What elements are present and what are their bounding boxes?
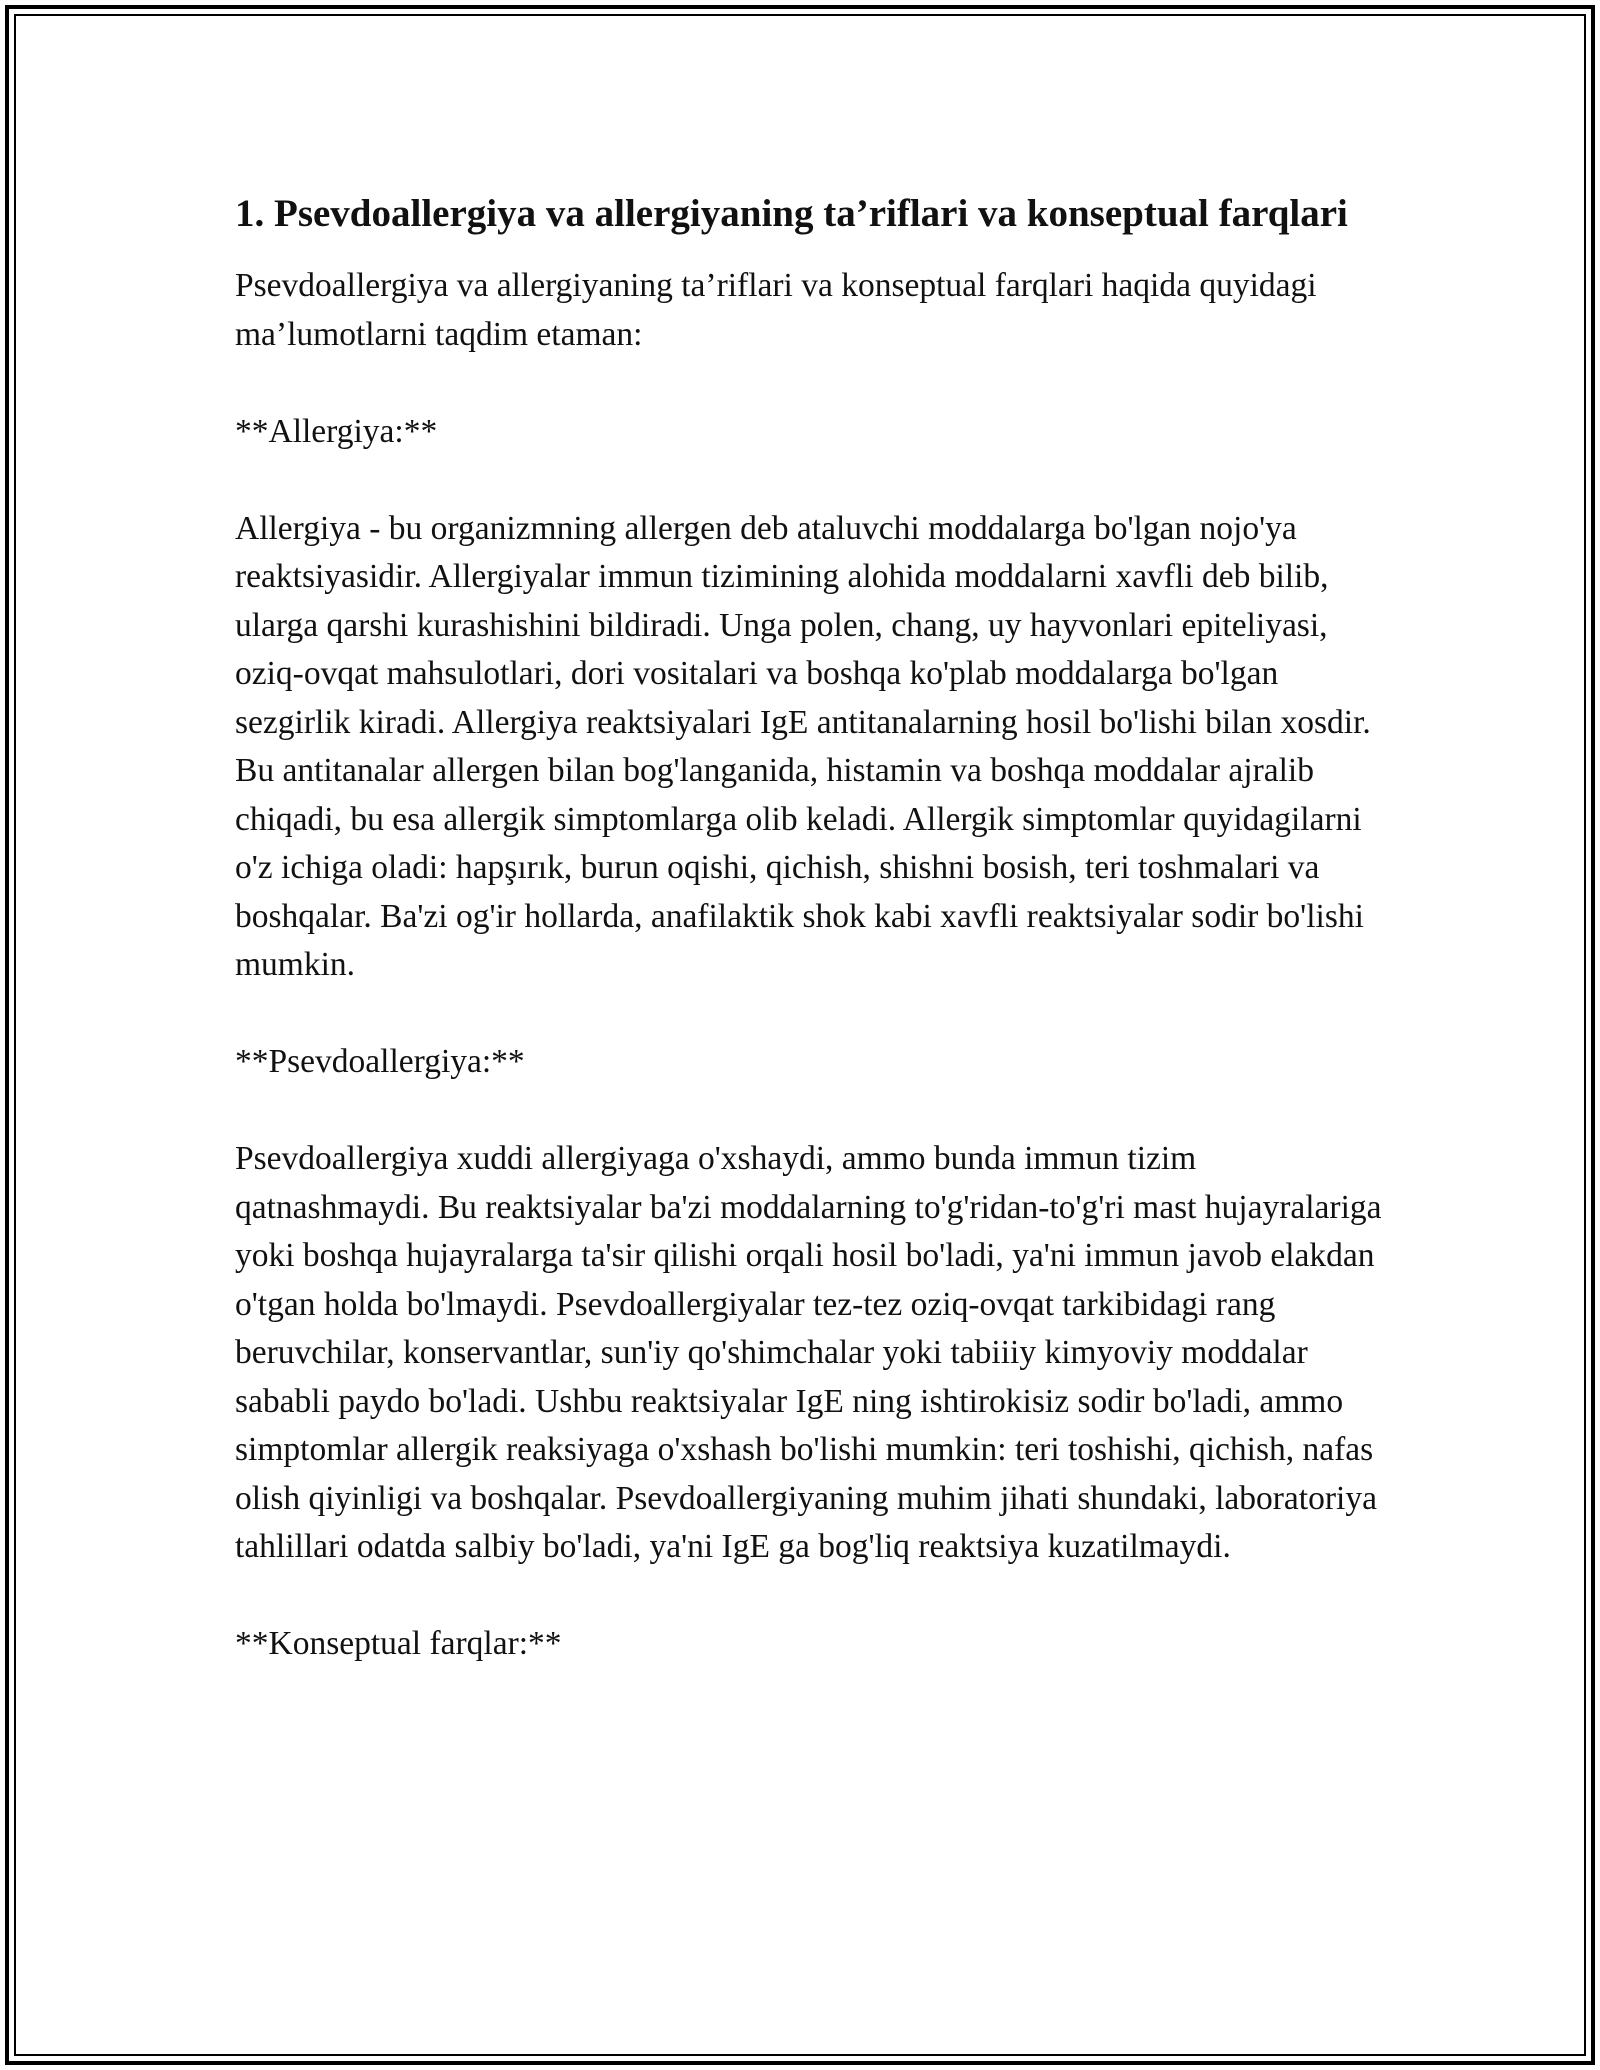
conceptual-differences-label: **Konseptual farqlar:** xyxy=(235,1625,562,1662)
pseudoallergy-section-text: Psevdoallergiya xuddi allergiyaga o'xshaydi, ammo bunda immun tizim qatnashmaydi. Bu reaktsiyalar ba'zi moddalarning to'g'ridan-to'g'ri mast hujayralariga yoki boshqa hujayralarga ta'sir qilishi orqali hosil bo'ladi, ya'ni immun javob elakdan o'tgan holda bo'lmaydi. Psevdoallergiyalar tez-tez oziq-ovqat tarkibidagi rang beruvchilar, konservantlar, sun'iy qo'shimchalar yoki tabiiiy kimyoviy moddalar sababli paydo bo'ladi. Ushbu reaktsiyalar IgE ning ishtirokisiz sodir bo'ladi, ammo simptomlar allergik reaksiyaga o'xshash bo'lishi mumkin: teri toshishi, qichish, nafas olish qiyinligi va boshqalar. Psevdoallergiyaning muhim jihati shundaki, laboratoriya tahlillari odatda salbiy bo'ladi, ya'ni IgE ga bog'liq reaktsiya kuzatilmaydi. xyxy=(235,1140,1382,1565)
document-body xyxy=(235,186,1395,1717)
pseudoallergy-section-label: **Psevdoallergiya:** xyxy=(235,1043,525,1080)
intro-paragraph: Psevdoallergiya va allergiyaning ta’riflari va konseptual farqlari haqida quyidagi ma’lumotlarni taqdim etaman: xyxy=(235,267,1317,353)
document-heading: 1. Psevdoallergiya va allergiyaning ta’riflari va konseptual farqlari xyxy=(235,192,1348,235)
allergy-section-text: Allergiya - bu organizmning allergen deb ataluvchi moddalarga bo'lgan nojo'ya reaktsiyasidir. Allergiyalar immun tizimining alohida moddalarni xavfli deb bilib, ularga qarshi kurashishini bildiradi. Unga polen, chang, uy hayvonlari epiteliyasi, oziq-ovqat mahsulotlari, dori vositalari va boshqa ko'plab moddalarga bo'lgan sezgirlik kiradi. Allergiya reaktsiyalari IgE antitanalarning hosil bo'lishi bilan xosdir. Bu antitanalar allergen bilan bog'langanida, histamin va boshqa moddalar ajralib chiqadi, bu esa allergik simptomlarga olib keladi. Allergik simptomlar quyidagilarni o'z ichiga oladi: hapşırık, burun oqishi, qichish, shishni bosish, teri toshmalari va boshqalar. Ba'zi og'ir hollarda, anafilaktik shok kabi xavfli reaktsiyalar sodir bo'lishi mumkin. xyxy=(235,509,1371,983)
allergy-section-label: **Allergiya:** xyxy=(235,412,438,450)
